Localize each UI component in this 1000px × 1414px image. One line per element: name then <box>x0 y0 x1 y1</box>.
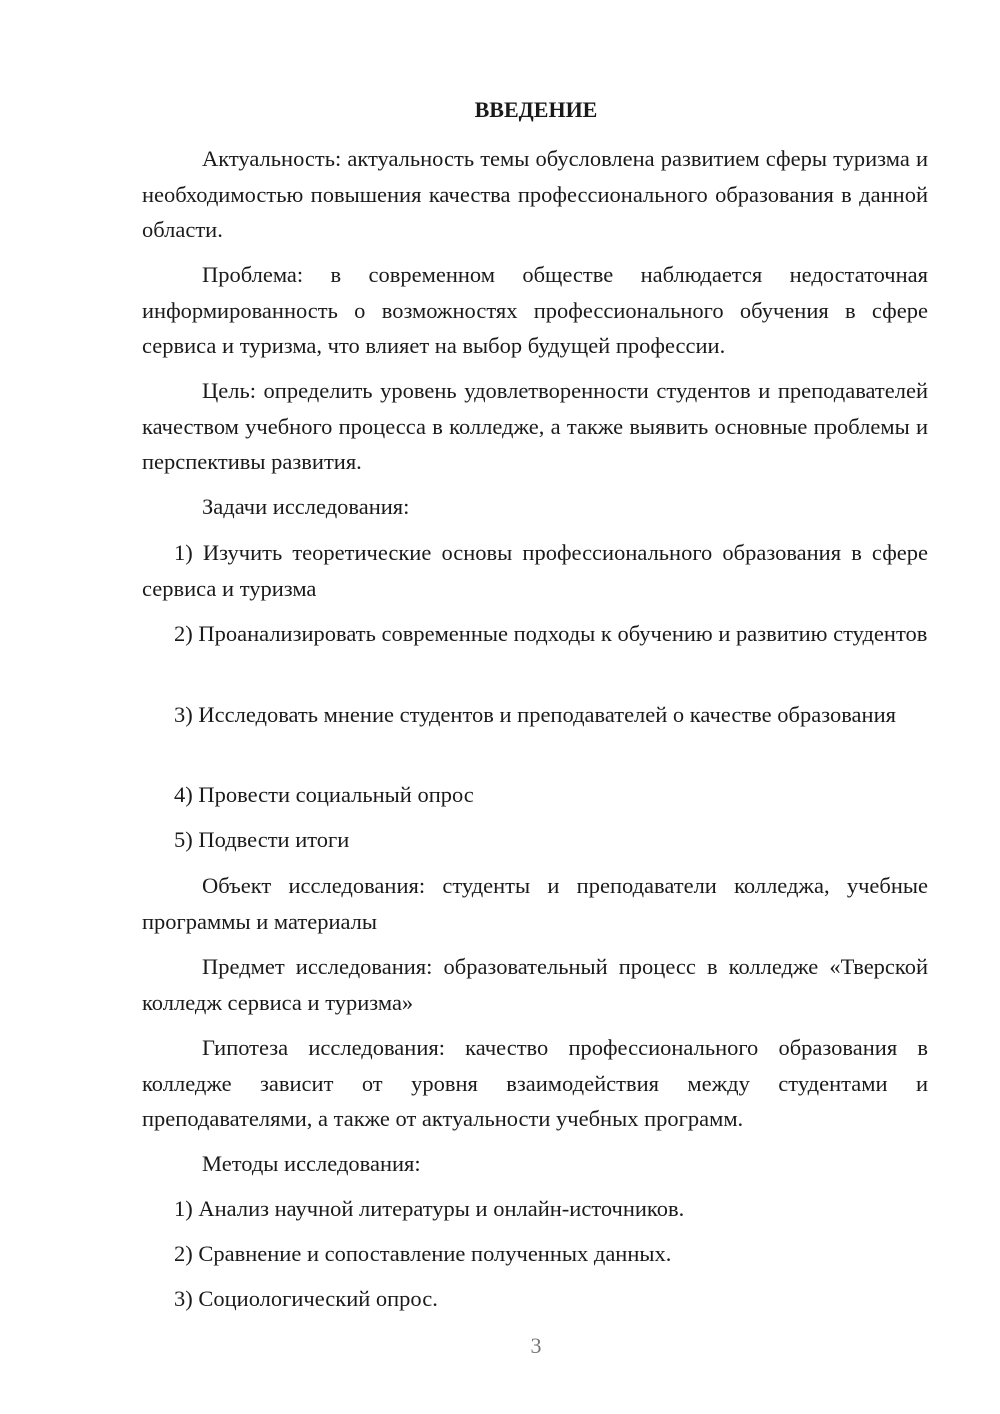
method-item: 3) Социологический опрос. <box>174 1286 438 1311</box>
goal-paragraph: Цель: определить уровень удовлетворенности студентов и преподавателей качеством учебного процесса в колледже, а также выявить основные проблемы и перспективы развития. <box>142 378 928 474</box>
task-item: 4) Провести социальный опрос <box>174 782 474 807</box>
subject-paragraph: Предмет исследования: образовательный процесс в колледже «Тверской колледж сервиса и туризма» <box>142 954 928 1015</box>
problem-paragraph-block <box>142 257 928 364</box>
task-item-3-block <box>142 697 928 733</box>
page-title: ВВЕДЕНИЕ <box>474 97 598 122</box>
relevance-paragraph-block <box>142 141 928 248</box>
problem-paragraph: Проблема: в современном обществе наблюдается недостаточная информированность о возможностях профессионального обучения в сфере сервиса и туризма, что влияет на выбор будущей профессии. <box>142 262 928 358</box>
method-item: 1) Анализ научной литературы и онлайн-источников. <box>174 1196 685 1221</box>
methods-heading: Методы исследования: <box>202 1151 421 1176</box>
object-paragraph: Объект исследования: студенты и преподаватели колледжа, учебные программы и материалы <box>142 873 928 934</box>
task-item-2-block <box>142 616 928 652</box>
task-item-4-block <box>142 777 928 813</box>
goal-paragraph-block <box>142 373 928 480</box>
task-item: 1) Изучить теоретические основы профессионального образования в сфере сервиса и туризма <box>142 540 928 601</box>
task-item-5-block <box>142 822 928 858</box>
task-item: 2) Проанализировать современные подходы к обучению и развитию студентов <box>174 621 928 646</box>
tasks-heading: Задачи исследования: <box>202 494 410 519</box>
task-item: 3) Исследовать мнение студентов и преподавателей о качестве образования <box>174 702 896 727</box>
hypothesis-paragraph: Гипотеза исследования: качество профессионального образования в колледже зависит от уровня взаимодействия между студентами и преподавателями, а также от актуальности учебных программ. <box>142 1035 928 1131</box>
tasks-heading-block <box>142 489 928 525</box>
method-item-2-block <box>142 1236 928 1272</box>
relevance-paragraph: Актуальность: актуальность темы обусловлена развитием сферы туризма и необходимостью повышения качества профессионального образования в данной области. <box>142 146 928 242</box>
methods-heading-block <box>142 1146 928 1182</box>
object-paragraph-block <box>142 868 928 939</box>
page-number: 3 <box>530 1333 542 1358</box>
task-item: 5) Подвести итоги <box>174 827 350 852</box>
method-item: 2) Сравнение и сопоставление полученных данных. <box>174 1241 672 1266</box>
hypothesis-paragraph-block <box>142 1030 928 1137</box>
subject-paragraph-block <box>142 949 928 1020</box>
method-item-3-block <box>142 1281 928 1317</box>
task-item-1-block <box>142 535 928 606</box>
method-item-1-block <box>142 1191 928 1227</box>
